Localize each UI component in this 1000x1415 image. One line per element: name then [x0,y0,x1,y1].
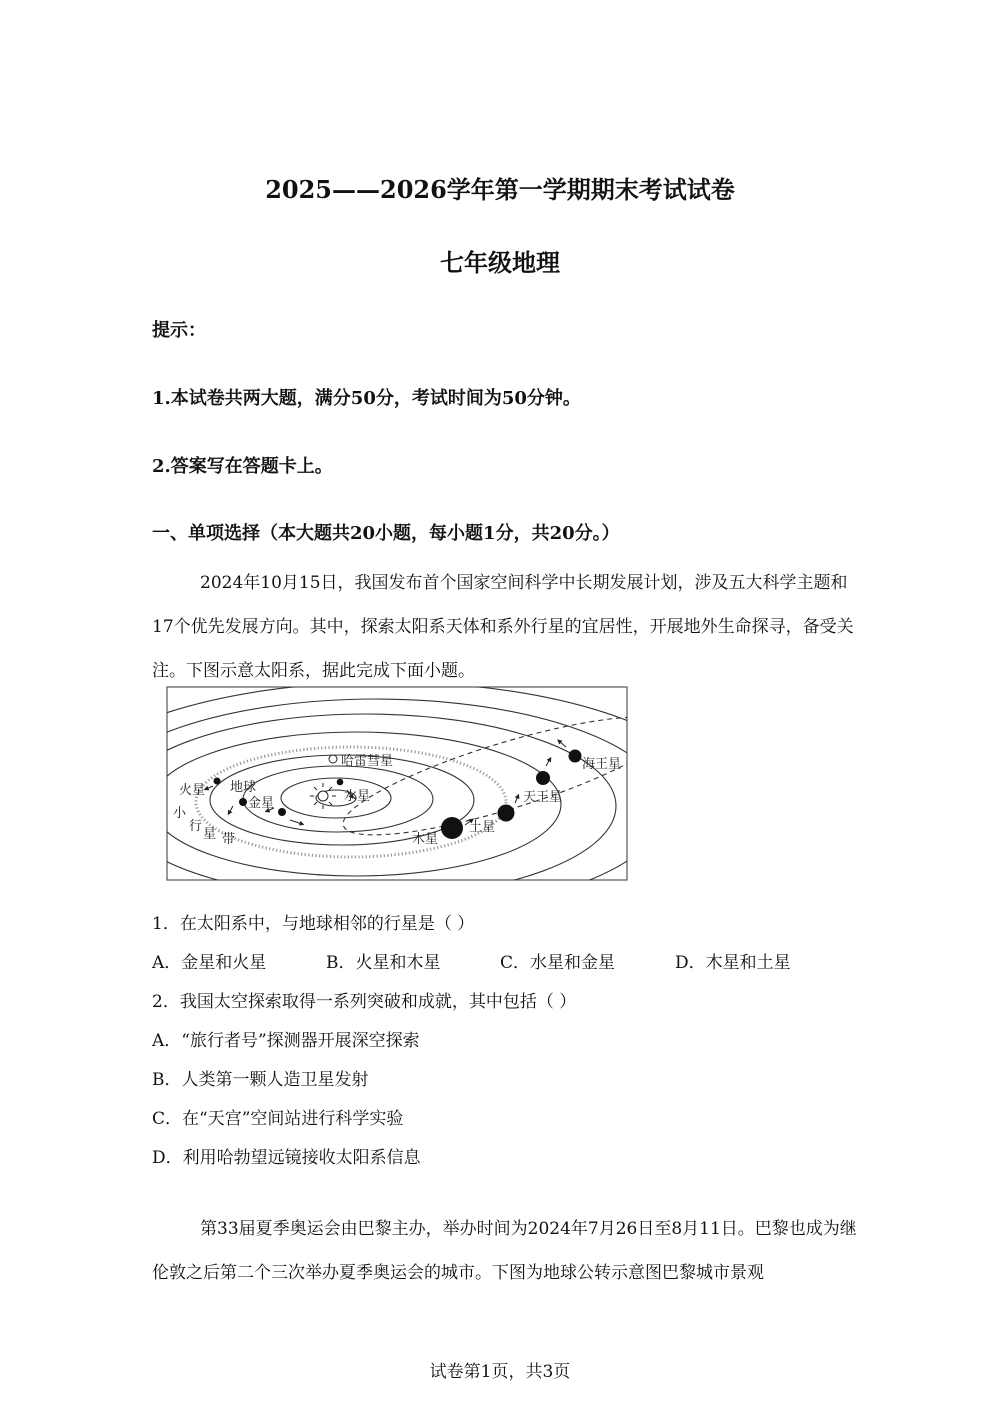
neptune-dot [569,750,582,763]
label-mercury: 水星 [344,789,371,804]
label-neptune: 海王星 [582,757,622,772]
passage-2-paragraph: 第33届夏季奥运会由巴黎主办，举办时间为2024年7月26日至8月11日。巴黎也成为继伦敦之后第二个三次举办夏季奥运会的城市。下图为地球公转示意图巴黎城市景观 [152,1219,857,1283]
question-1-stem: 1．在太阳系中，与地球相邻的行星是（ ） [152,914,475,934]
section-heading: 一、单项选择（本大题共20小题，每小题1分，共20分。） [152,523,620,544]
mars-dot [214,778,221,785]
question-2-option-c: C．在“天宫”空间站进行科学实验 [152,1109,404,1129]
label-belt-2: 行 [189,819,203,834]
halley-comet-dot [329,755,337,763]
label-venus: 金星 [248,796,275,811]
label-belt-1: 小 [173,806,187,821]
venus-dot [278,808,286,816]
label-saturn: 土星 [469,820,496,835]
solar-system-figure [166,686,628,881]
tips-heading: 提示： [152,320,206,341]
label-earth: 地球 [230,780,257,795]
label-belt-3: 星 [203,827,217,842]
question-2-option-b: B．人类第一颗人造卫星发射 [152,1070,369,1090]
earth-dot [239,798,247,806]
uranus-dot [536,771,550,785]
exam-title: 2025——2026学年第一学期期末考试试卷 [265,175,735,204]
page-footer: 试卷第1页，共3页 [429,1362,571,1382]
label-belt-4: 带 [222,832,236,847]
exam-subtitle: 七年级地理 [440,248,560,277]
label-jupiter: 木星 [412,832,439,847]
question-2-option-a: A．“旅行者号”探测器开展深空探索 [152,1031,420,1051]
jupiter-dot [441,817,463,839]
question-2-stem: 2．我国太空探索取得一系列突破和成就，其中包括（ ） [152,992,577,1012]
question-1-option-d: D．木星和土星 [675,953,791,973]
label-uranus: 天王星 [523,790,563,805]
tip-item-1: 1.本试卷共两大题，满分50分，考试时间为50分钟。 [152,388,581,409]
intro-paragraph: 2024年10月15日，我国发布首个国家空间科学中长期发展计划，涉及五大科学主题和17个优先发展方向。其中，探索太阳系天体和系外行星的宜居性，开展地外生命探寻，备受关注。下图示意太阳系，据此完成下面小题。 [152,573,854,681]
label-mars: 火星 [179,783,206,798]
tip-item-2: 2.答案写在答题卡上。 [152,456,333,477]
label-halley-comet: 哈雷彗星 [341,754,394,769]
mercury-dot [337,779,344,786]
question-2-option-d: D．利用哈勃望远镜接收太阳系信息 [152,1148,421,1168]
question-1-option-a: A．金星和火星 [152,953,267,973]
saturn-dot [498,805,515,822]
question-1-option-c: C．水星和金星 [500,953,616,973]
question-1-option-b: B．火星和木星 [326,953,441,973]
